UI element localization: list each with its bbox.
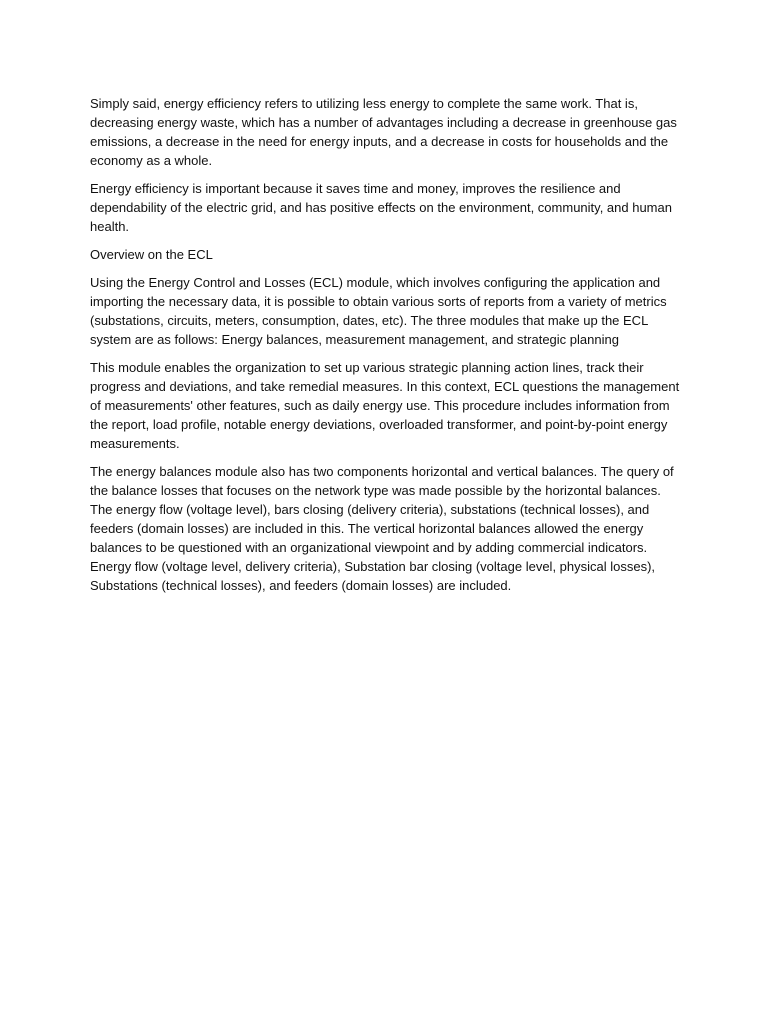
document-body	[90, 94, 686, 604]
paragraph-ecl-overview: Using the Energy Control and Losses (ECL) module, which involves configuring the application and importing the necessary data, it is possible to obtain various sorts of reports from a variety of metrics (substations, circuits, meters, consumption, dates, etc). The three modules that make up the ECL system are as follows: Energy balances, measurement management, and strategic planning	[90, 275, 667, 347]
paragraph-energy-efficiency-definition: Simply said, energy efficiency refers to utilizing less energy to complete the same work. That is, decreasing energy waste, which has a number of advantages including a decrease in greenhouse gas emissions, a decrease in the need for energy inputs, and a decrease in costs for households and the economy as a whole.	[90, 96, 677, 168]
paragraph-energy-efficiency-importance: Energy efficiency is important because it saves time and money, improves the resilience and dependability of the electric grid, and has positive effects on the environment, community, and human health.	[90, 181, 672, 234]
paragraph-strategic-planning-module: This module enables the organization to set up various strategic planning action lines, track their progress and deviations, and take remedial measures. In this context, ECL questions the management of measurements' other features, such as daily energy use. This procedure includes information from the report, load profile, notable energy deviations, overloaded transformer, and point-by-point energy measurements.	[90, 360, 680, 451]
paragraph-energy-balances-module: The energy balances module also has two components horizontal and vertical balances. The query of the balance losses that focuses on the network type was made possible by the horizontal balances. The energy flow (voltage level), bars closing (delivery criteria), substations (technical losses), and feeders (domain losses) are included in this. The vertical horizontal balances allowed the energy balances to be questioned with an organizational viewpoint and by adding commercial indicators. Energy flow (voltage level, delivery criteria), Substation bar closing (voltage level, physical losses), Substations (technical losses), and feeders (domain losses) are included.	[90, 464, 674, 593]
section-heading: Overview on the ECL	[90, 247, 213, 262]
